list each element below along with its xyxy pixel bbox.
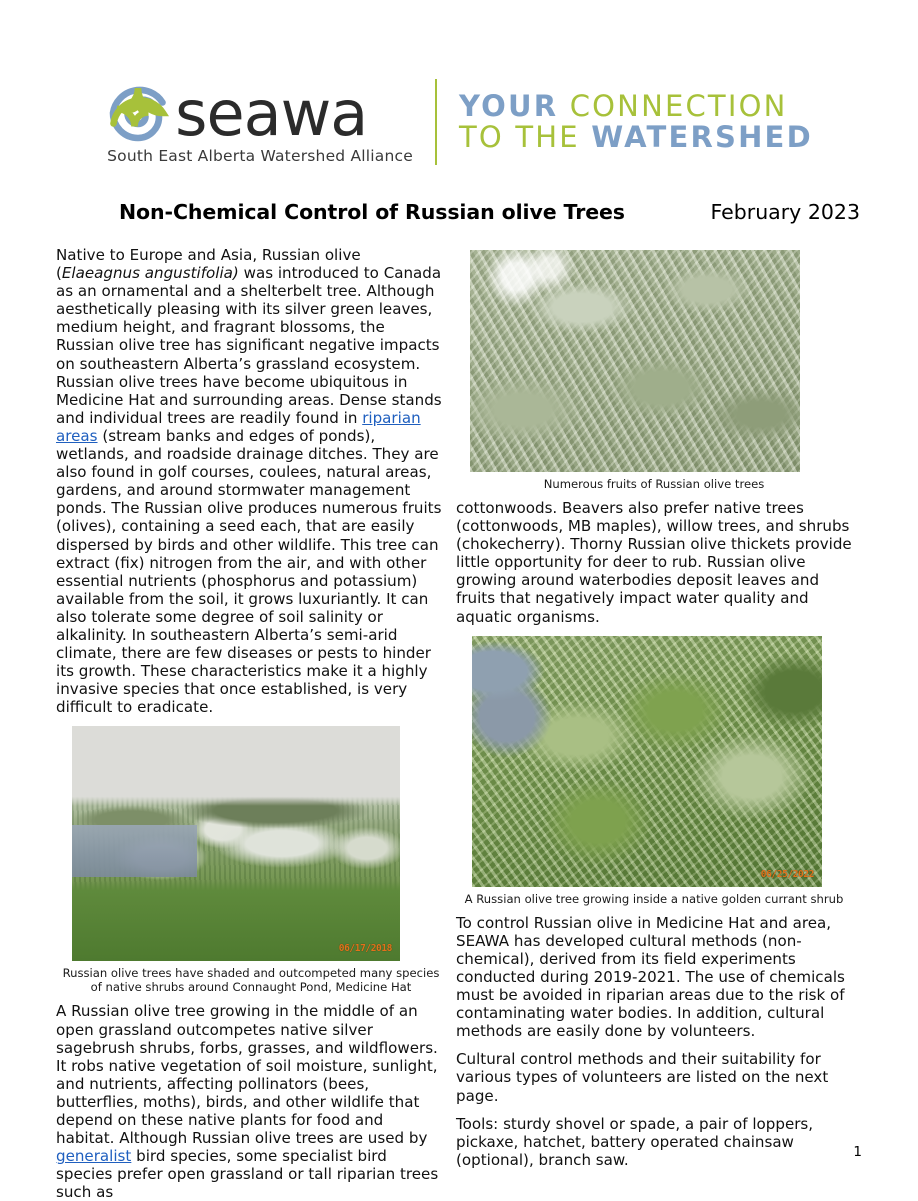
logo-wordmark: seawa (175, 77, 368, 151)
golden-currant-shrub-photo (472, 636, 822, 887)
right-paragraph-2: To control Russian olive in Medicine Hat and area, SEAWA has developed cultural methods (non-chemical), derived from its field experiments conducted during 2019-2021. The use of chemicals must be avoided in riparian areas due to the risk of contaminating water bodies. In addition, cultural methods are easily done by volunteers. (456, 913, 845, 1041)
logo-top-row (105, 77, 368, 151)
spiral-icon (105, 80, 171, 146)
right-paragraph-1: cottonwoods. Beavers also prefer native trees (cottonwoods, MB maples), willow trees, and shrubs (chokecherry). Thorny Russian olive thickets provide little opportunity for deer to rub. Russian olive growing around waterbodies deposit leaves and fruits that negatively impact water quality and aquatic organisms. (456, 499, 852, 626)
connaught-pond-photo (72, 726, 400, 961)
page-number: 1 (853, 1144, 862, 1160)
left-paragraph-1 (56, 246, 446, 716)
pond-water-area (72, 825, 197, 877)
tagline-line-1 (458, 88, 813, 123)
issue-date: February 2023 (710, 200, 860, 224)
right-paragraph-4: Tools: sturdy shovel or spade, a pair of loppers, pickaxe, hatchet, battery operated chainsaw (optional), branch saw. (456, 1114, 814, 1169)
photo-timestamp: 06/17/2018 (338, 943, 392, 955)
lp1-part3: (stream banks and edges of ponds), wetlands, and roadside drainage ditches. They are also found in golf courses, coulees, natural areas, gardens, and around stormwater management ponds. The Russian olive produces numerous fruits (olives), containing a seed each, that are easily dispersed by birds and other wildlife. This tree can extract (fix) nitrogen from the air, and with other essential nutrients (phosphorus and potassium) available from the soil, it grows luxuriantly. It can also tolerate some degree of soil salinity or alkalinity. In southeastern Alberta’s semi-arid climate, there are few diseases or pests to hinder its growth. These characteristics make it a highly invasive species that once established, is very difficult to eradicate. (56, 426, 442, 717)
tagline-connection: CONNECTION (569, 88, 788, 123)
header-divider (435, 79, 437, 165)
page-title: Non-Chemical Control of Russian olive Trees (119, 200, 625, 224)
title-row (56, 200, 862, 224)
connaught-pond-caption: Russian olive trees have shaded and outcompeted many species of native shrubs around Connaught Pond, Medicine Hat (62, 966, 440, 995)
tagline-to-the: TO THE (458, 120, 580, 154)
lp2-part1: A Russian olive tree growing in the middle of an open grassland outcompetes native silver sagebrush shrubs, forbs, grasses, and wildflowers. It robs native vegetation of soil moisture, sunlight, and nutrients, affecting pollinators (bees, butterflies, moths), birds, and other wildlife that depend on these native plants for food and habitat. Although Russian olive trees are used by (56, 1002, 438, 1148)
logo-subtitle: South East Alberta Watershed Alliance (107, 146, 413, 165)
russian-olive-fruits-photo (470, 250, 800, 472)
seawa-logo (105, 77, 413, 165)
tagline-your: YOUR (458, 88, 559, 123)
tagline-line-2 (459, 122, 813, 153)
russian-olive-fruits-caption: Numerous fruits of Russian olive trees (543, 477, 765, 491)
lp1-part2: was introduced to Canada as an ornamental and a shelterbelt tree. Although aesthetically pleasing with its silver green leaves, medium height, and fragrant blossoms, the Russian olive tree has significant negative impacts on southeastern Alberta’s grassland ecosystem. Russian olive trees have become ubiquitous in Medicine Hat and surrounding areas. Dense stands and individual trees are readily found in (56, 264, 442, 427)
left-paragraph-2 (56, 1002, 446, 1201)
left-column (56, 246, 446, 1201)
generalist-link[interactable]: generalist (56, 1147, 132, 1166)
lp1-part1: Native to Europe and Asia, Russian olive ( (56, 246, 361, 283)
header-tagline (458, 88, 813, 154)
tagline-watershed: WATERSHED (591, 120, 813, 154)
scientific-name: Elaeagnus angustifolia) (61, 264, 239, 283)
page-header (0, 62, 918, 182)
right-column (456, 246, 852, 1169)
lp2-part2: bird species, some specialist bird species prefer open grassland or tall riparian trees such as (56, 1147, 439, 1201)
golden-currant-caption: A Russian olive tree growing inside a native golden currant shrub (464, 891, 844, 906)
right-paragraph-3: Cultural control methods and their suitability for various types of volunteers are listed on the next page. (456, 1050, 829, 1105)
photo-timestamp: 06/25/2022 (760, 868, 814, 880)
riparian-areas-link[interactable]: riparian areas (56, 408, 421, 445)
